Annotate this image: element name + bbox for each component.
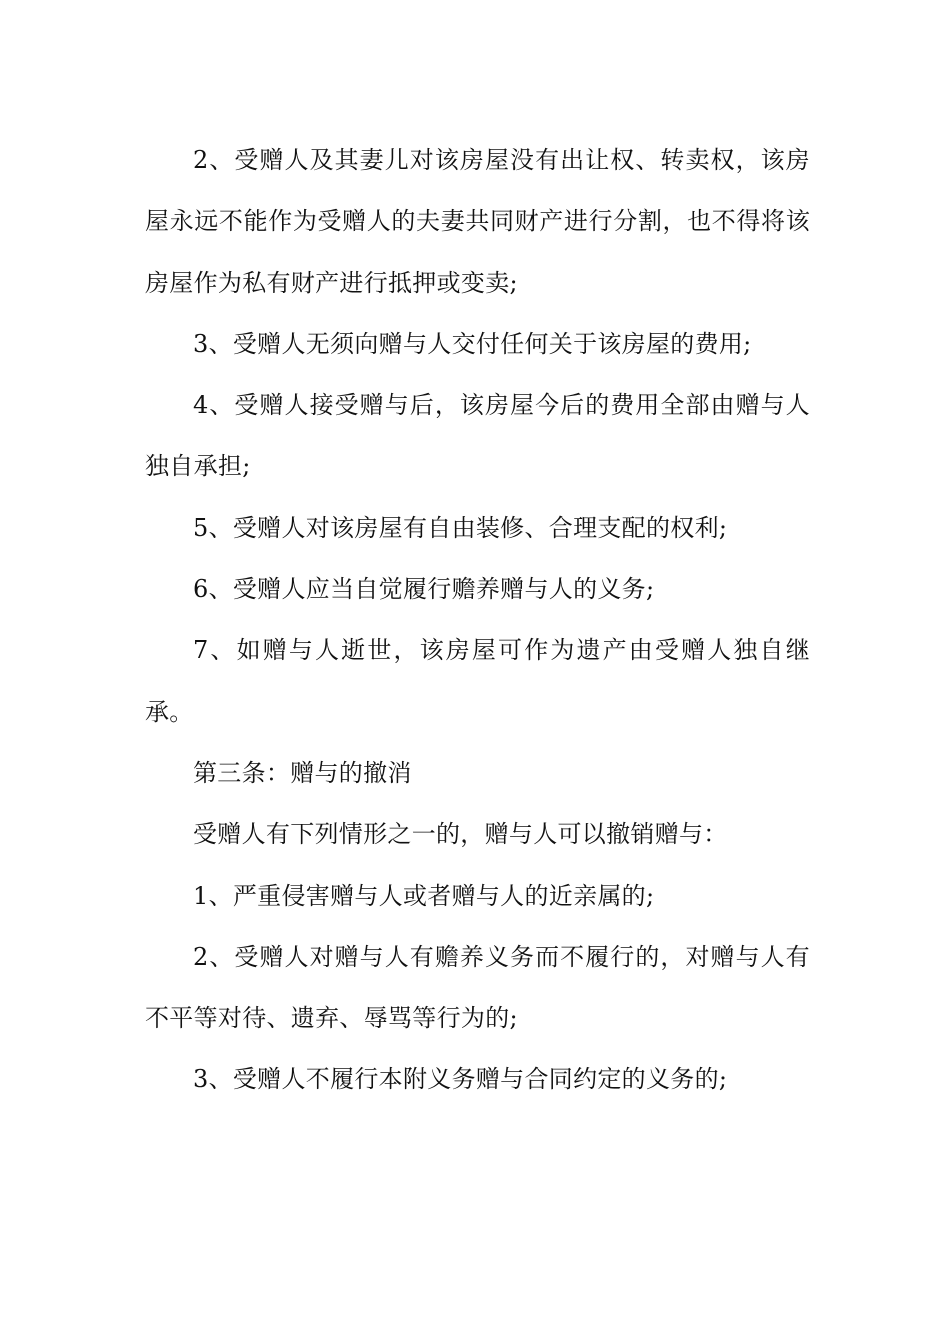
revocation-item-1: 1、严重侵害赠与人或者赠与人的近亲属的; [193, 881, 655, 910]
clause-3-no-fees: 3、受赠人无须向赠与人交付任何关于该房屋的费用; [193, 329, 752, 358]
clause-5-renovation-rights: 5、受赠人对该房屋有自由装修、合理支配的权利; [193, 513, 728, 542]
article-3-heading: 第三条：赠与的撤消 [193, 758, 412, 787]
revocation-intro: 受赠人有下列情形之一的，赠与人可以撤销赠与： [193, 820, 728, 849]
clause-4-future-costs: 4、受赠人接受赠与后，该房屋今后的费用全部由赠与人独自承担; [145, 391, 810, 481]
clause-6-support-duty: 6、受赠人应当自觉履行赡养赠与人的义务; [193, 575, 655, 604]
revocation-item-2: 2、受赠人对赠与人有赡养义务而不履行的，对赠与人有不平等对待、遗弃、辱骂等行为的; [145, 942, 810, 1033]
clause-7-inheritance: 7、如赠与人逝世，该房屋可作为遗产由受赠人独自继承。 [145, 636, 810, 726]
revocation-item-3: 3、受赠人不履行本附义务赠与合同约定的义务的; [193, 1065, 728, 1094]
clause-2-transfer-restriction: 2、受赠人及其妻儿对该房屋没有出让权、转卖权，该房屋永远不能作为受赠人的夫妻共同财产进行分割，也不得将该房屋作为私有财产进行抵押或变卖; [145, 146, 810, 297]
document-body [145, 130, 810, 1111]
